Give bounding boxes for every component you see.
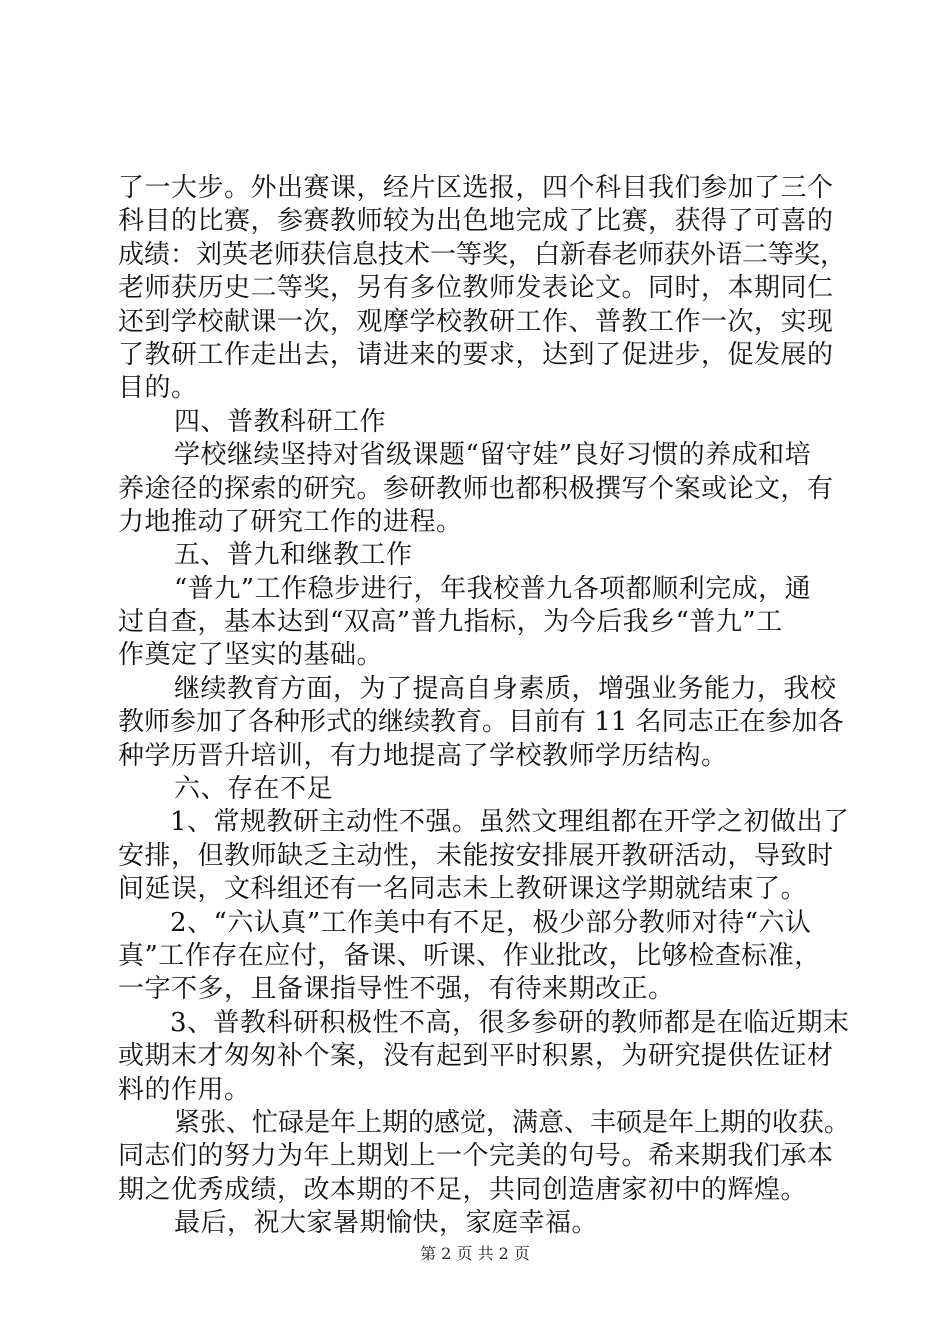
document-body xyxy=(118,172,851,1241)
body-line: 成绩：刘英老师获信息技术一等奖，白新春老师获外语二等奖， xyxy=(118,239,847,270)
body-line: 了一大步。外出赛课，经片区选报，四个科目我们参加了三个 xyxy=(118,173,834,203)
paragraph-start: 2、“六认真”工作美中有不足，极少部分教师对待“六认 xyxy=(170,907,812,938)
body-line: 间延误，文科组还有一名同志未上教研课这学期就结束了。 xyxy=(118,874,808,905)
body-line: 同志们的努力为年上期划上一个完美的句号。希来期我们承本 xyxy=(118,1141,834,1172)
body-line: 养途径的探索的研究。参研教师也都积极撰写个案或论文，有 xyxy=(118,473,834,504)
body-line: 或期末才匆匆补个案，没有起到平时积累，为研究提供佐证材 xyxy=(118,1041,834,1072)
body-line: 作奠定了坚实的基础。 xyxy=(118,640,384,671)
paragraph-start: 3、普教科研积极性不高，很多参研的教师都是在临近期末 xyxy=(170,1007,850,1038)
page-footer xyxy=(0,1244,950,1264)
body-line: 教师参加了各种形式的继续教育。目前有 11 名同志正在参加各 xyxy=(118,707,844,738)
body-line: 料的作用。 xyxy=(118,1074,251,1105)
body-line: 期之优秀成绩，改本期的不足，共同创造唐家初中的辉煌。 xyxy=(118,1174,808,1205)
paragraph-start: 紧张、忙碌是年上期的感觉，满意、丰硕是年上期的收获。 xyxy=(174,1107,851,1138)
body-line: 老师获历史二等奖，另有多位教师发表论文。同时，本期同仁 xyxy=(118,273,834,304)
body-line: 种学历晋升培训，有力地提高了学校教师学历结构。 xyxy=(118,740,728,771)
paragraph-start: 继续教育方面，为了提高自身素质，增强业务能力，我校 xyxy=(174,673,837,704)
paragraph-start: 学校继续坚持对省级课题“留守娃”良好习惯的养成和培 xyxy=(174,440,812,471)
paragraph-start: “普九”工作稳步进行，年我校普九各项都顺利完成，通 xyxy=(174,573,812,604)
section-heading: 五、普九和继教工作 xyxy=(174,540,413,571)
body-line: 科目的比赛，参赛教师较为出色地完成了比赛，获得了可喜的 xyxy=(118,206,834,237)
body-line: 一字不多，且备课指导性不强，有待来期改正。 xyxy=(118,974,675,1005)
section-heading: 六、存在不足 xyxy=(174,774,334,805)
body-line: 目的。 xyxy=(118,373,198,404)
body-line: 过自查，基本达到“双高”普九指标，为今后我乡“普九”工 xyxy=(118,607,783,638)
body-line: 真”工作存在应付，备课、听课、作业批改，比够检查标准， xyxy=(118,940,821,971)
page-number-label: 第 2 页 共 2 页 xyxy=(420,1244,530,1263)
body-line: 安排，但教师缺乏主动性，未能按安排展开教研活动，导致时 xyxy=(118,840,834,871)
closing-line: 最后，祝大家暑期愉快，家庭幸福。 xyxy=(174,1208,599,1239)
body-line: 力地推动了研究工作的进程。 xyxy=(118,506,463,537)
body-line: 了教研工作走出去，请进来的要求，达到了促进步，促发展的 xyxy=(118,339,834,370)
paragraph-start: 1、常规教研主动性不强。虽然文理组都在开学之初做出了 xyxy=(170,807,850,838)
section-heading: 四、普教科研工作 xyxy=(174,406,387,437)
body-line: 还到学校献课一次，观摩学校教研工作、普教工作一次，实现 xyxy=(118,306,834,337)
